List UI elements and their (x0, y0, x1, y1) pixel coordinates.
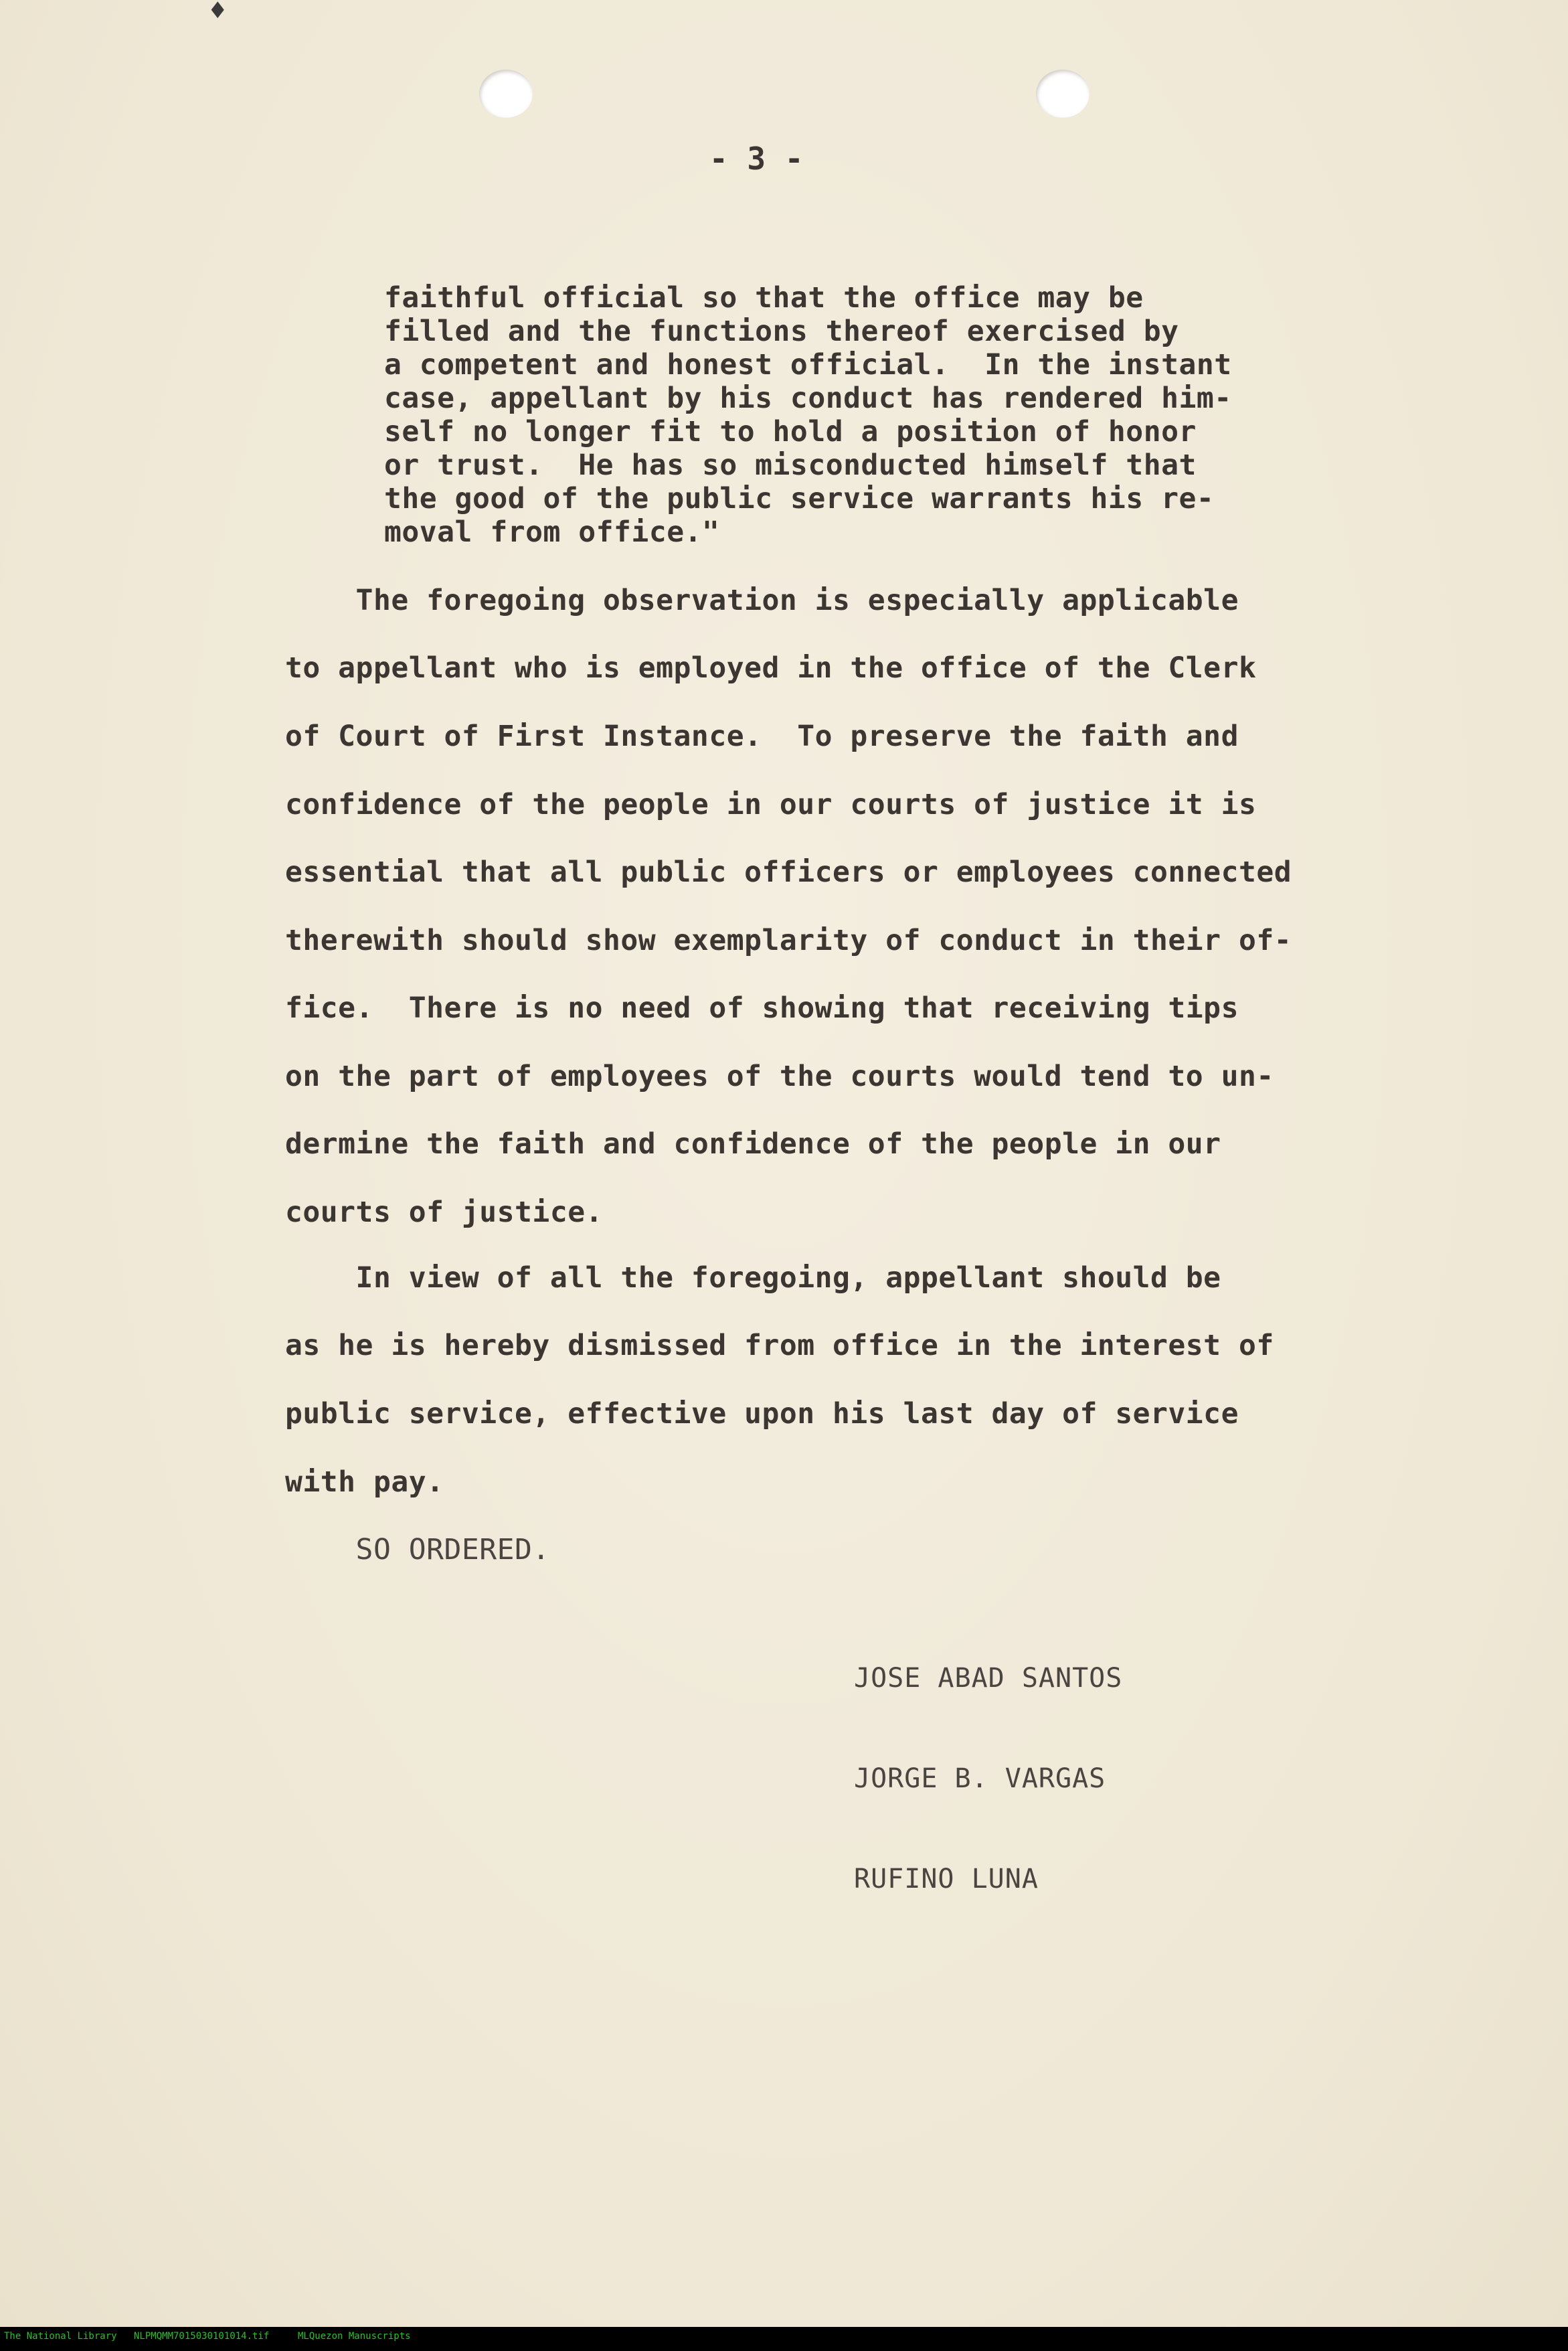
body-line: confidence of the people in our courts of justice it is (285, 788, 1257, 821)
body-line: therewith should show exemplarity of conduct in their of- (285, 924, 1292, 957)
body-line: with pay. (285, 1465, 444, 1499)
page-number: - 3 - (709, 141, 804, 177)
quote-line: filled and the functions thereof exercised by (384, 315, 1179, 348)
quote-line: self no longer fit to hold a position of honor (384, 415, 1197, 449)
body-line: dermine the faith and confidence of the people in our (285, 1127, 1221, 1161)
body-line: public service, effective upon his last day of service (285, 1397, 1239, 1431)
footer-file-id: NLPMQMM7015030101014.tif (134, 2331, 270, 2342)
body-line: of Court of First Instance. To preserve the faith and (285, 720, 1239, 753)
punch-hole-right (1036, 70, 1090, 118)
body-line: as he is hereby dismissed from office in the interest of (285, 1329, 1274, 1362)
footer-collection: MLQuezon Manuscripts (298, 2331, 411, 2342)
quote-line: a competent and honest official. In the instant (384, 348, 1232, 382)
body-line: The foregoing observation is especially applicable (285, 584, 1239, 617)
quote-line: case, appellant by his conduct has rendered him- (384, 382, 1232, 415)
signatory-name: RUFINO LUNA (854, 1864, 1039, 1894)
footer-library: The National Library (4, 2331, 117, 2342)
body-line: to appellant who is employed in the office of the Clerk (285, 651, 1257, 685)
body-line: fice. There is no need of showing that receiving tips (285, 991, 1239, 1025)
quote-line: the good of the public service warrants his re- (384, 482, 1215, 515)
body-line: essential that all public officers or employees connected (285, 856, 1292, 889)
quote-line: faithful official so that the office may be (384, 281, 1144, 315)
quote-line: or trust. He has so misconducted himself that (384, 449, 1197, 482)
punch-hole-left (479, 70, 533, 118)
closing-order: SO ORDERED. (285, 1533, 550, 1566)
body-line: on the part of employees of the courts would tend to un- (285, 1060, 1274, 1093)
ink-mark-icon: ♦ (207, 0, 228, 24)
signatory-name: JORGE B. VARGAS (854, 1763, 1106, 1794)
quote-line: moval from office." (384, 515, 720, 549)
signatory-name: JOSE ABAD SANTOS (854, 1663, 1123, 1694)
body-line: In view of all the foregoing, appellant should be (285, 1261, 1221, 1295)
body-line: courts of justice. (285, 1196, 603, 1229)
archive-footer (0, 2327, 1568, 2351)
